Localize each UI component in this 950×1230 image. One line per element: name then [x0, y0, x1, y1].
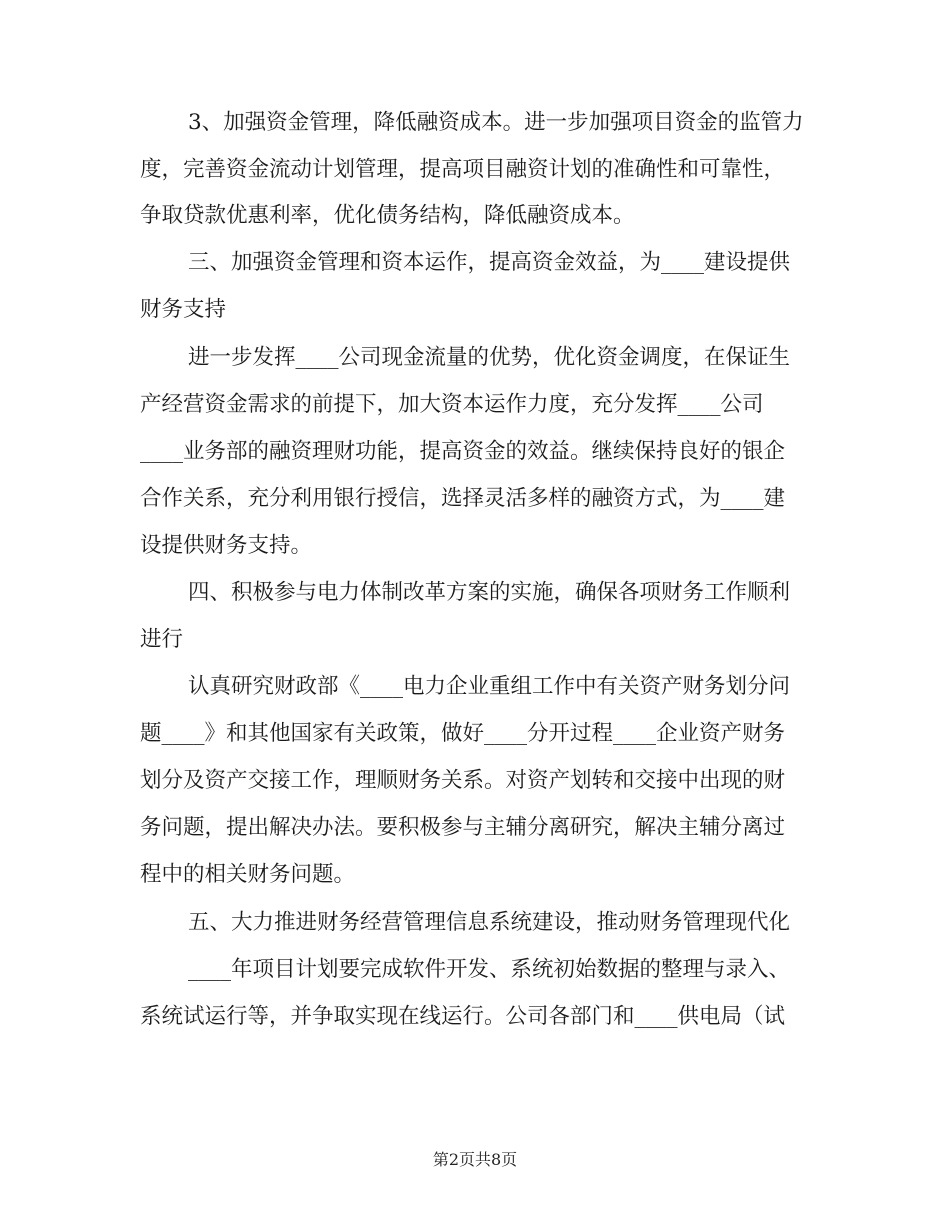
text-line: 题____》和其他国家有关政策，做好____分开过程____企业资产财务 — [140, 721, 786, 746]
section-heading-line: 财务支持 — [140, 297, 227, 322]
text-line: 进一步发挥____公司现金流量的优势，优化资金调度，在保证生 — [188, 345, 791, 370]
text-line: 程中的相关财务问题。 — [140, 862, 356, 887]
section-heading-line: 五、大力推进财务经营管理信息系统建设，推动财务管理现代化 — [188, 910, 791, 935]
text-line: 系统试运行等，并争取实现在线运行。公司各部门和____供电局（试 — [140, 1004, 786, 1029]
text-line: ____业务部的融资理财功能，提高资金的效益。继续保持良好的银企 — [140, 439, 786, 464]
section-heading-line: 进行 — [140, 627, 184, 652]
text-line: 认真研究财政部《____电力企业重组工作中有关资产财务划分问 — [188, 674, 791, 699]
text-line: 划分及资产交接工作，理顺财务关系。对资产划转和交接中出现的财 — [140, 768, 786, 793]
text-line: 设提供财务支持。 — [140, 533, 313, 558]
text-line: 3、加强资金管理，降低融资成本。进一步加强项目资金的监管力 — [188, 110, 804, 135]
page-number-footer: 第2页共8页 — [432, 1150, 518, 1169]
text-line: 产经营资金需求的前提下，加大资本运作力度，充分发挥____公司 — [140, 392, 764, 417]
section-heading-line: 四、积极参与电力体制改革方案的实施，确保各项财务工作顺利 — [188, 580, 791, 605]
text-line: 度，完善资金流动计划管理，提高项目融资计划的准确性和可靠性， — [140, 157, 786, 182]
text-line: 合作关系，充分利用银行授信，选择灵活多样的融资方式，为____建 — [140, 486, 786, 511]
section-heading-line: 三、加强资金管理和资本运作，提高资金效益，为____建设提供 — [188, 250, 791, 275]
text-line: 务问题，提出解决办法。要积极参与主辅分离研究，解决主辅分离过 — [140, 815, 786, 840]
text-line: ____年项目计划要完成软件开发、系统初始数据的整理与录入、 — [188, 957, 791, 982]
text-line: 争取贷款优惠利率，优化债务结构，降低融资成本。 — [140, 203, 635, 228]
